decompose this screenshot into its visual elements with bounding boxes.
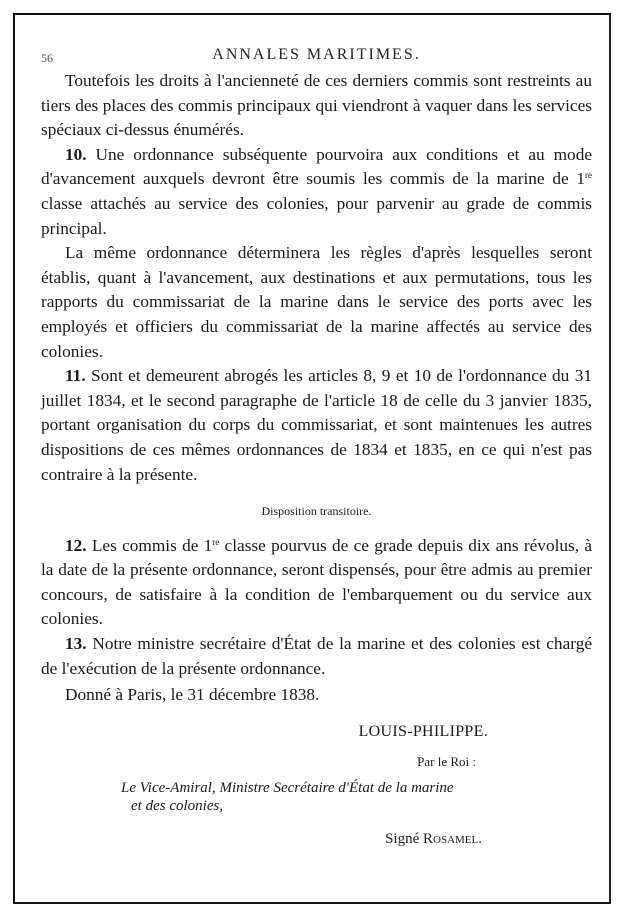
article-number: 10.	[65, 144, 87, 164]
article-text: Notre ministre secrétaire d'État de la marine et des colonies est chargé de l'exécution de la présente ordonnance.	[41, 634, 592, 678]
signe-suffix: .	[478, 831, 482, 848]
superscript: re	[212, 536, 220, 547]
paragraph-continuation: Toutefois les droits à l'ancienneté de ces derniers commis sont restreints au tiers des places des commis principaux qui viendront à vaquer dans les services spéciaux ci-dessus énumérés.	[41, 71, 592, 140]
minister-line-1: Le Vice-Amiral, Ministre Secrétaire d'État de la marine	[121, 780, 454, 797]
page-number: 56	[41, 51, 53, 65]
article-text: classe pourvus de ce grade depuis dix ans révolus, à la date de la présente ordonnance, seront dispensés, pour être admis au premier concours, de satisfaire à la condition de l'embarquement ou du service aux colonies.	[41, 535, 593, 629]
article-number: 11.	[65, 366, 86, 386]
minister-title	[121, 779, 592, 815]
article-number: 13.	[65, 634, 87, 654]
article-13	[41, 632, 592, 681]
king-signature: LOUIS-PHILIPPE.	[358, 722, 488, 740]
article-10-second-paragraph: La même ordonnance déterminera les règles d'après lesquelles seront établis, quant à l'avancement, aux destinations et aux permutations, tous les rapports du commissariat de la marine dans le service des ports avec les employés et officiers du commissariat de la marine affectés au service des colonies.	[41, 243, 592, 361]
article-text: Les commis de 1	[86, 535, 213, 555]
par-le-roi: Par le Roi :	[417, 754, 476, 770]
signe-prefix: Signé	[385, 831, 424, 848]
signe-name: Rosamel	[423, 831, 479, 848]
countersignature	[41, 827, 592, 852]
article-text: Sont et demeurent abrogés les articles 8, 9 et 10 de l'ordonnance du 31 juillet 1834, et le second paragraphe de l'article 18 de celle du 3 janvier 1835, portant organisation du corps du commissariat, et sont maintenues les autres dispositions de ces mêmes ordonnances de 1834 et 1835, en ce qui n'est pas contraire à la présente.	[41, 366, 592, 484]
document-page	[13, 13, 611, 904]
page-header	[41, 43, 592, 65]
superscript: re	[585, 170, 592, 181]
article-12	[41, 534, 592, 632]
date-line: Donné à Paris, le 31 décembre 1838.	[65, 685, 320, 705]
page-content	[41, 43, 592, 852]
article-11	[41, 364, 592, 487]
section-heading: Disposition transitoire.	[261, 504, 372, 519]
article-text: classe attachés au service des colonies, pour parvenir au grade de commis principal.	[41, 193, 592, 238]
article-number: 12.	[65, 535, 87, 555]
article-text: Une ordonnance subséquente pourvoira aux conditions et au mode d'avancement auxquels devront être soumis les commis de la marine de 1	[41, 144, 592, 189]
article-10	[41, 143, 592, 241]
running-title: ANNALES MARITIMES.	[212, 46, 421, 63]
minister-line-2: et des colonies,	[131, 798, 224, 815]
